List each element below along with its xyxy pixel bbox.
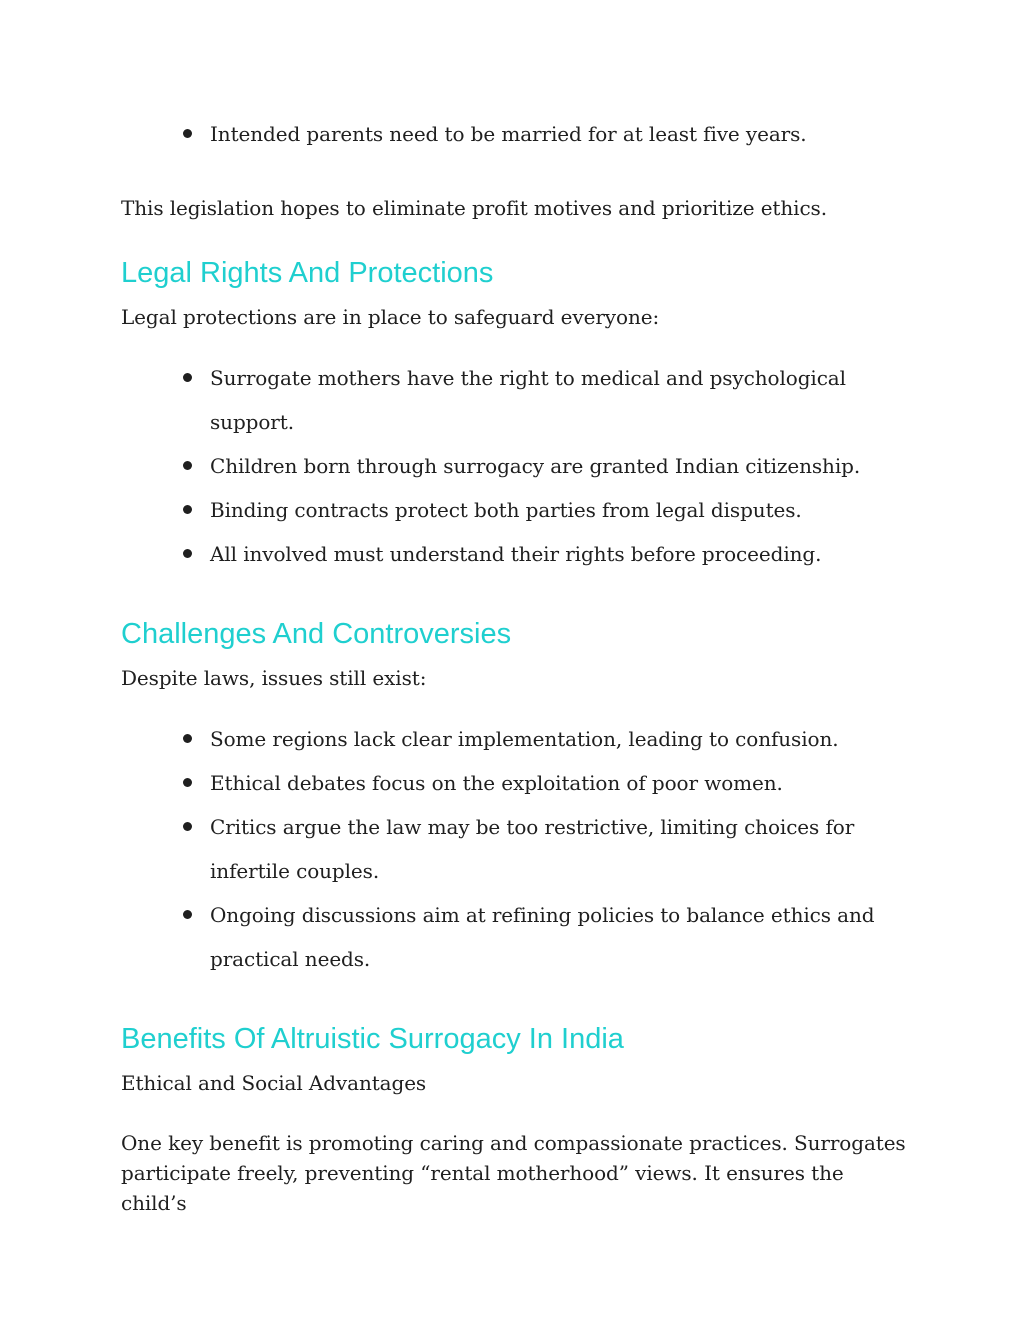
list-item-text: Some regions lack clear implementation, leading to confusion. [210, 727, 839, 751]
list-item [183, 444, 883, 488]
intro-paragraph: This legislation hopes to eliminate profit motives and prioritize ethics. [121, 196, 827, 220]
list-item-text: Children born through surrogacy are granted Indian citizenship. [210, 454, 861, 478]
list-item [183, 717, 883, 761]
intro-bullet-list [183, 112, 883, 156]
list-item-text: Binding contracts protect both parties from legal disputes. [210, 498, 802, 522]
list-item-text: Intended parents need to be married for at least five years. [210, 122, 807, 146]
bullet-icon [183, 505, 192, 514]
bullet-icon [183, 822, 192, 831]
challenges-lead-paragraph: Despite laws, issues still exist: [121, 666, 427, 690]
list-item [183, 893, 883, 981]
list-item-text: Ongoing discussions aim at refining policies to balance ethics and practical needs. [210, 903, 875, 971]
section-heading-benefits: Benefits Of Altruistic Surrogacy In India [121, 1023, 624, 1055]
bullet-icon [183, 461, 192, 470]
list-item [183, 112, 883, 156]
list-item [183, 805, 883, 893]
legal-bullet-list [183, 356, 883, 576]
list-item-text: Critics argue the law may be too restrictive, limiting choices for infertile couples. [210, 815, 855, 883]
bullet-icon [183, 778, 192, 787]
bullet-icon [183, 373, 192, 382]
list-item-text: Ethical debates focus on the exploitation of poor women. [210, 771, 783, 795]
section-heading-legal-rights: Legal Rights And Protections [121, 257, 494, 289]
list-item-text: Surrogate mothers have the right to medical and psychological support. [210, 366, 846, 434]
list-item [183, 356, 883, 444]
bullet-icon [183, 549, 192, 558]
bullet-icon [183, 910, 192, 919]
bullet-icon [183, 129, 192, 138]
benefits-subheading: Ethical and Social Advantages [121, 1071, 427, 1095]
list-item [183, 761, 883, 805]
list-item [183, 532, 883, 576]
list-item-text: All involved must understand their rights before proceeding. [210, 542, 822, 566]
challenges-bullet-list [183, 717, 883, 981]
section-heading-challenges: Challenges And Controversies [121, 618, 512, 650]
list-item [183, 488, 883, 532]
benefits-paragraph: One key benefit is promoting caring and compassionate practices. Surrogates participate freely, preventing “rental motherhood” views. It ensures the child’s [121, 1131, 906, 1215]
legal-lead-paragraph: Legal protections are in place to safeguard everyone: [121, 305, 660, 329]
bullet-icon [183, 734, 192, 743]
